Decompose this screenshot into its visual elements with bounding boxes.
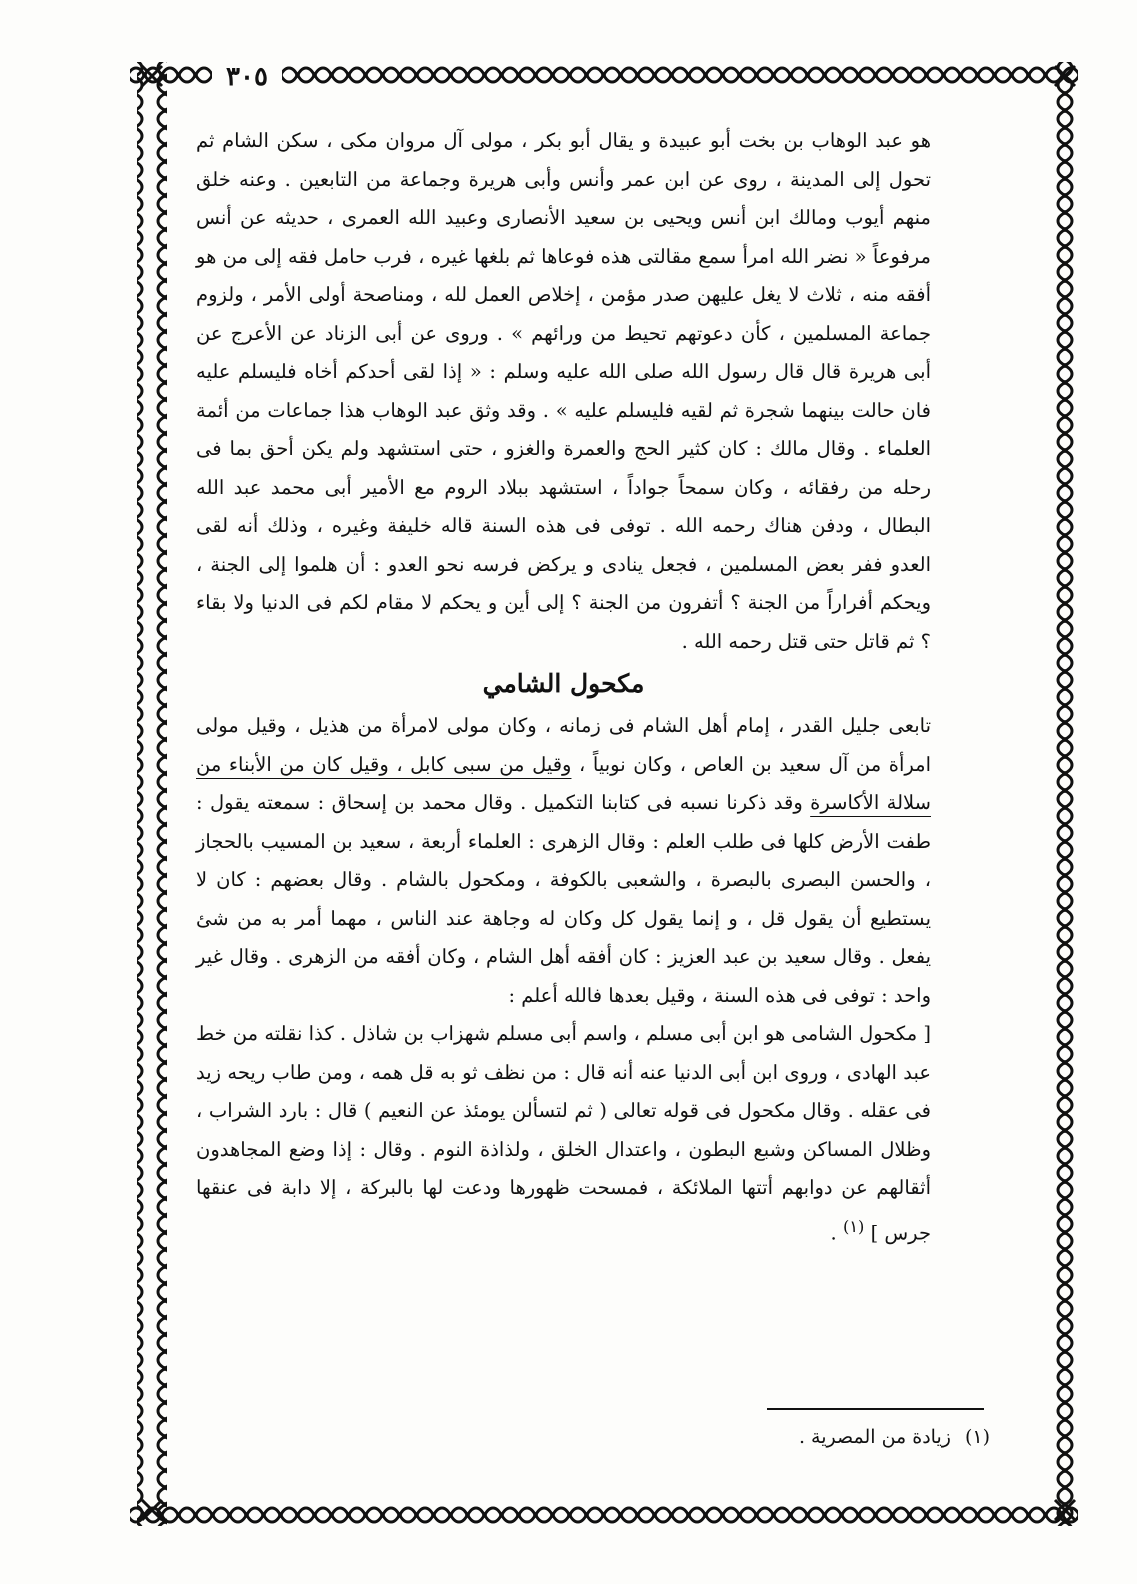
paragraph-makhul-part2: وقد ذكرنا نسبه فى كتابنا التكميل . وقال محمد بن إسحاق : سمعته يقول : طفت الأرض كلها فى طلب العلم : وقال الزهرى : العلماء أربعة ، سعيد بن المسيب بالحجاز ، والحسن البصرى بالبصرة ، والشعبى بالكوفة ، ومكحول بالشام . وقال بعضهم : كان لا يستطيع أن يقول قل ، و إنما يقول كل وكان له وجاهة عند الناس ، مهما أمر به من شئ يفعل . وقال سعيد بن عبد العزيز : كان أفقه أهل الشام ، وكان أفقه من الزهرى . وقال غير واحد : توفى فى هذه السنة ، وقيل بعدها فالله أعلم : <box>196 791 932 1007</box>
main-text <box>196 122 931 1253</box>
section-heading: مكحول الشامي <box>482 669 645 698</box>
bracketed-text-end: . <box>830 1221 843 1244</box>
footnote-text: زيادة من المصرية . <box>798 1426 951 1448</box>
paragraph-makhul <box>196 707 931 1015</box>
footnote-divider <box>767 1408 984 1410</box>
underlined-phrase: وقيل من سبى كابل ، وقيل كان من الأبناء من سلالة الأكاسرة <box>196 752 931 814</box>
paragraph-bracketed-addition <box>196 1015 931 1253</box>
footnote-number: (١) <box>964 1426 990 1448</box>
page-number: ٣٠٥ <box>212 60 282 94</box>
paragraph-abd-al-wahhab: هو عبد الوهاب بن بخت أبو عبيدة و يقال أبو بكر ، مولى آل مروان مكى ، سكن الشام ثم تحول إلى المدينة ، روى عن ابن عمر وأنس وأبى هريرة وجماعة من التابعين . وعنه خلق منهم أيوب ومالك ابن أنس ويحيى بن سعيد الأنصارى وعبيد الله العمرى ، حديثه عن أنس مرفوعاً « نضر الله امرأ سمع مقالتى هذه فوعاها ثم بلغها غيره ، فرب حامل فقه إلى من هو أفقه منه ، ثلاث لا يغل عليهن صدر مؤمن ، إخلاص العمل لله ، ومناصحة أولى الأمر ، ولزوم جماعة المسلمين ، كأن دعوتهم تحيط من ورائهم » . وروى عن أبى الزناد عن الأعرج عن أبى هريرة قال قال رسول الله صلى الله عليه وسلم : « إذا لقى أحدكم أخاه فليسلم عليه فان حالت بينهما شجرة ثم لقيه فليسلم عليه » . وقد وثق عبد الوهاب هذا جماعات من أئمة العلماء . وقال مالك : كان كثير الحج والعمرة والغزو ، حتى استشهد ولم يكن أحق بما فى رحله من رفقائه ، وكان سمحاً جواداً ، استشهد ببلاد الروم مع الأمير أبى محمد عبد الله البطال ، ودفن هناك رحمه الله . توفى فى هذه السنة قاله خليفة وغيره ، وذلك أنه لقى العدو ففر بعض المسلمين ، فجعل ينادى و يركض فرسه نحو العدو : أن هلموا إلى الجنة ، ويحكم أفراراً من الجنة ؟ أتفرون من الجنة ؟ إلى أين و يحكم لا مقام لكم فى الدنيا ولا بقاء ؟ ثم قاتل حتى قتل رحمه الله . <box>196 129 931 653</box>
bracketed-text: [ مكحول الشامى هو ابن أبى مسلم ، واسم أبى مسلم شهزاب بن شاذل . كذا نقلته من خط عبد الهادى ، وروى ابن أبى الدنيا عنه أنه قال : من نظف ثو به قل همه ، ومن طاب ريحه زيد فى عقله . وقال مكحول فى قوله تعالى ( ثم لتسألن يومئذ عن النعيم ) قال : بارد الشراب ، وظلال المساكن وشبع البطون ، واعتدال الخلق ، ولذاذة النوم . وقال : إذا وضع المجاهدون أثقالهم عن دوابهم أتتها الملائكة ، فمسحت ظهورها ودعت لها بالبركة ، إلا دابة فى عنقها جرس ] <box>196 1022 931 1244</box>
footnote <box>700 1420 990 1454</box>
paragraph-makhul-part1: تابعى جليل القدر ، إمام أهل الشام فى زمانه ، وكان مولى لامرأة من هذيل ، وقيل مولى امرأة من آل سعيد بن العاص ، وكان نوبياً ، <box>196 714 932 776</box>
footnote-reference: (١) <box>842 1216 865 1236</box>
